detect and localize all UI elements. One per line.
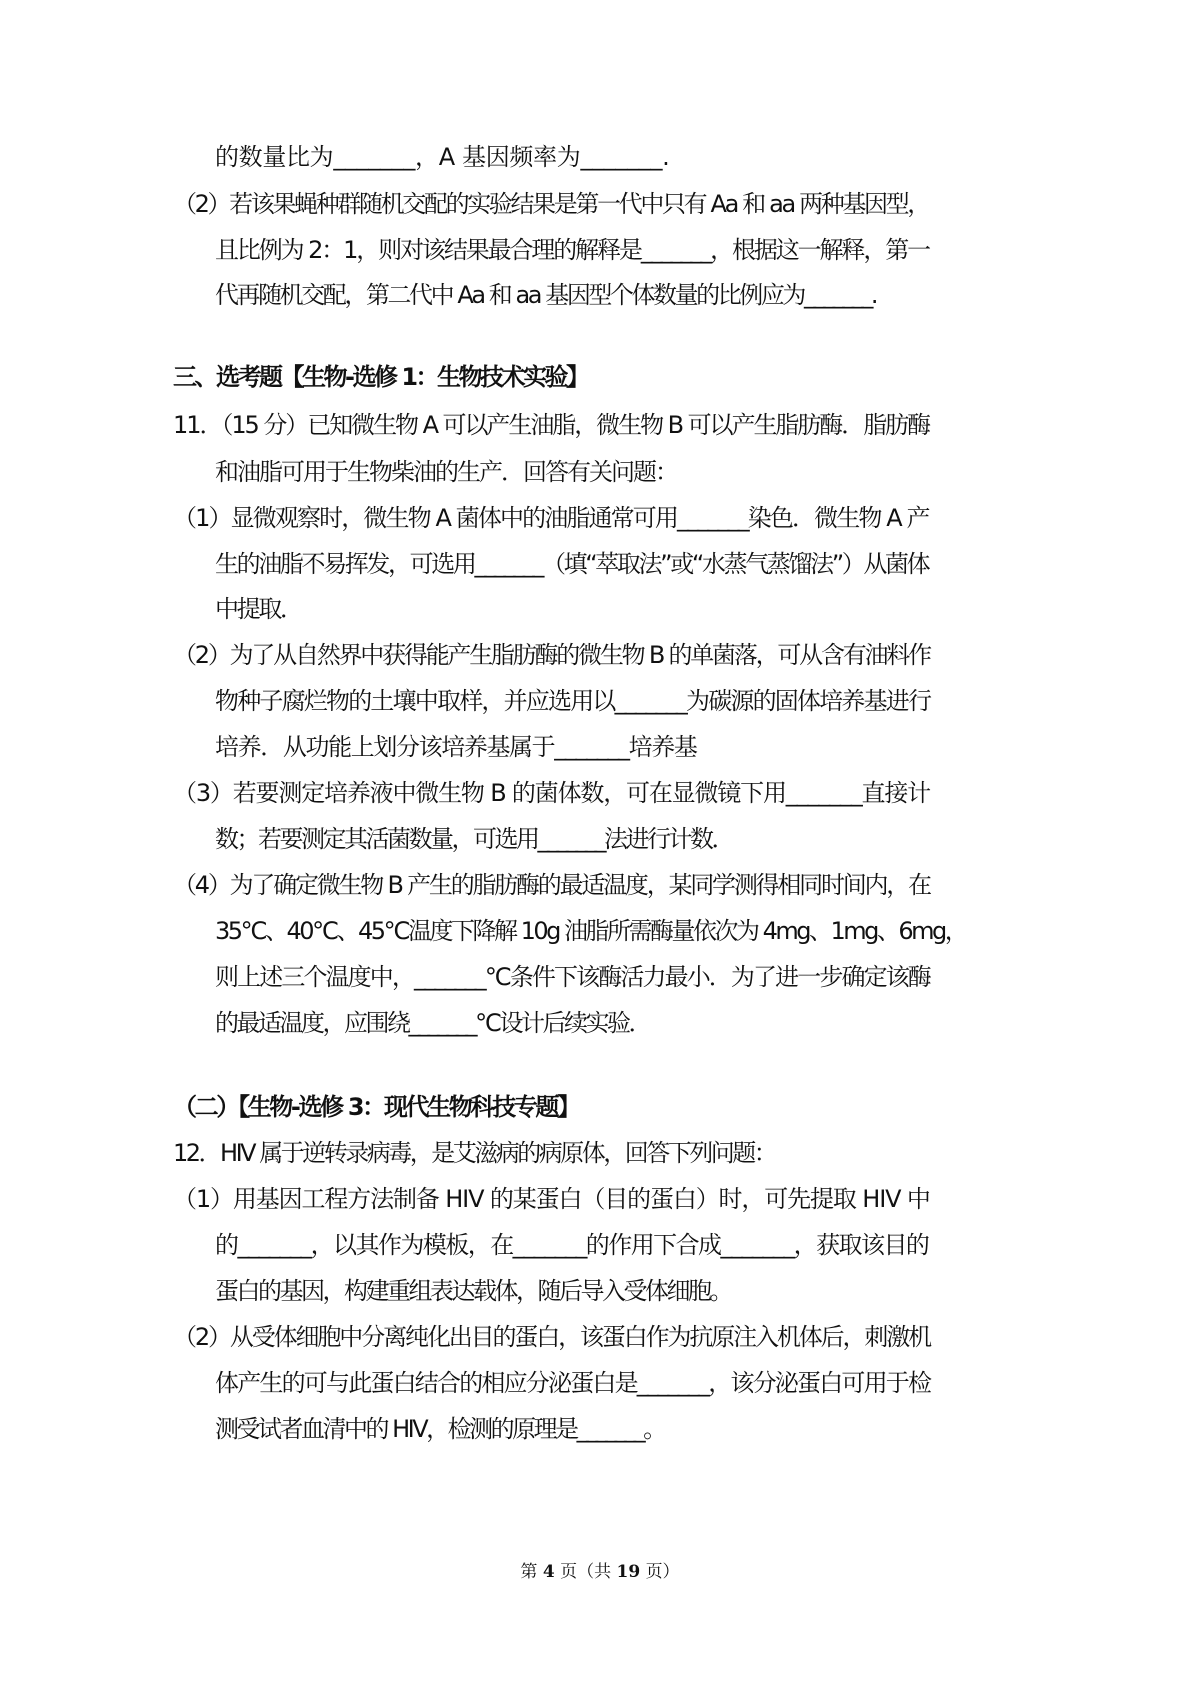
text-line: 体产生的可与此蛋白结合的相应分泌蛋白是_______，该分泌蛋白可用于检 <box>215 1369 931 1397</box>
page-total: 19 <box>616 1562 641 1582</box>
text-line: 中提取． <box>215 595 302 623</box>
text-line: 蛋白的基因，构建重组表达载体，随后导入受体细胞。 <box>215 1277 731 1305</box>
section-heading: 三、选考题【生物-选修 1：生物技术实验】 <box>173 363 588 391</box>
text-line: 培养．从功能上划分该培养基属于_______培养基 <box>215 733 697 761</box>
page-number: 4 <box>542 1562 555 1582</box>
page-footer <box>0 1560 1200 1584</box>
text-line: 测受试者血清中的 HIV，检测的原理是_______。 <box>215 1415 665 1443</box>
text-line: 的_______，以其作为模板，在_______的作用下合成_______，获取该目的 <box>215 1231 929 1259</box>
text-line: 的数量比为_______，A 基因频率为_______. <box>215 143 670 171</box>
footer-middle: 页（共 <box>560 1562 612 1582</box>
text-line: （2）为了从自然界中获得能产生脂肪酶的微生物 B 的单菌落，可从含有油料作 <box>173 641 930 669</box>
text-line: （2）从受体细胞中分离纯化出目的蛋白，该蛋白作为抗原注入机体后，刺激机 <box>173 1323 931 1351</box>
text-line: 35℃、40℃、45℃温度下降解 10g 油脂所需酶量依次为 4mg、1mg、6mg， <box>215 917 967 945</box>
question-line: 11．（15 分）已知微生物 A 可以产生油脂，微生物 B 可以产生脂肪酶．脂肪酶 <box>173 411 930 439</box>
text-line: （2）若该果蝇种群随机交配的实验结果是第一代中只有 Aa 和 aa 两种基因型， <box>173 190 929 218</box>
section-heading: （二）【生物-选修 3：现代生物科技专题】 <box>173 1093 579 1121</box>
footer-suffix: 页） <box>645 1562 680 1582</box>
footer-prefix: 第 <box>520 1562 538 1582</box>
text-line: （1）用基因工程方法制备 HIV 的某蛋白（目的蛋白）时，可先提取 HIV 中 <box>173 1185 930 1213</box>
text-line: （1）显微观察时，微生物 A 菌体中的油脂通常可用_______染色．微生物 A 产 <box>173 504 929 532</box>
text-line: 的最适温度，应围绕_______℃设计后续实验． <box>215 1009 650 1037</box>
text-line: （4）为了确定微生物 B 产生的脂肪酶的最适温度，某同学测得相同时间内，在 <box>173 871 930 899</box>
text-line: 和油脂可用于生物柴油的生产．回答有关问题： <box>215 458 677 486</box>
text-line: 数；若要测定其活菌数量，可选用_______法进行计数． <box>215 825 733 853</box>
text-line: （3）若要测定培养液中微生物 B 的菌体数，可在显微镜下用_______直接计 <box>173 779 930 807</box>
text-line: 代再随机交配，第二代中 Aa 和 aa 基因型个体数量的比例应为_______. <box>215 281 877 309</box>
text-line: 则上述三个温度中，_______℃条件下该酶活力最小．为了进一步确定该酶 <box>215 963 930 991</box>
text-line: 且比例为 2：1，则对该结果最合理的解释是_______，根据这一解释，第一 <box>215 236 929 264</box>
text-line: 物种子腐烂物的土壤中取样，并应选用以_______为碳源的固体培养基进行 <box>215 687 931 715</box>
text-line: 生的油脂不易挥发，可选用_______（填“萃取法”或“水蒸气蒸馏法”）从菌体 <box>215 550 929 578</box>
question-line: 12．HIV 属于逆转录病毒，是艾滋病的病原体，回答下列问题： <box>173 1139 776 1167</box>
